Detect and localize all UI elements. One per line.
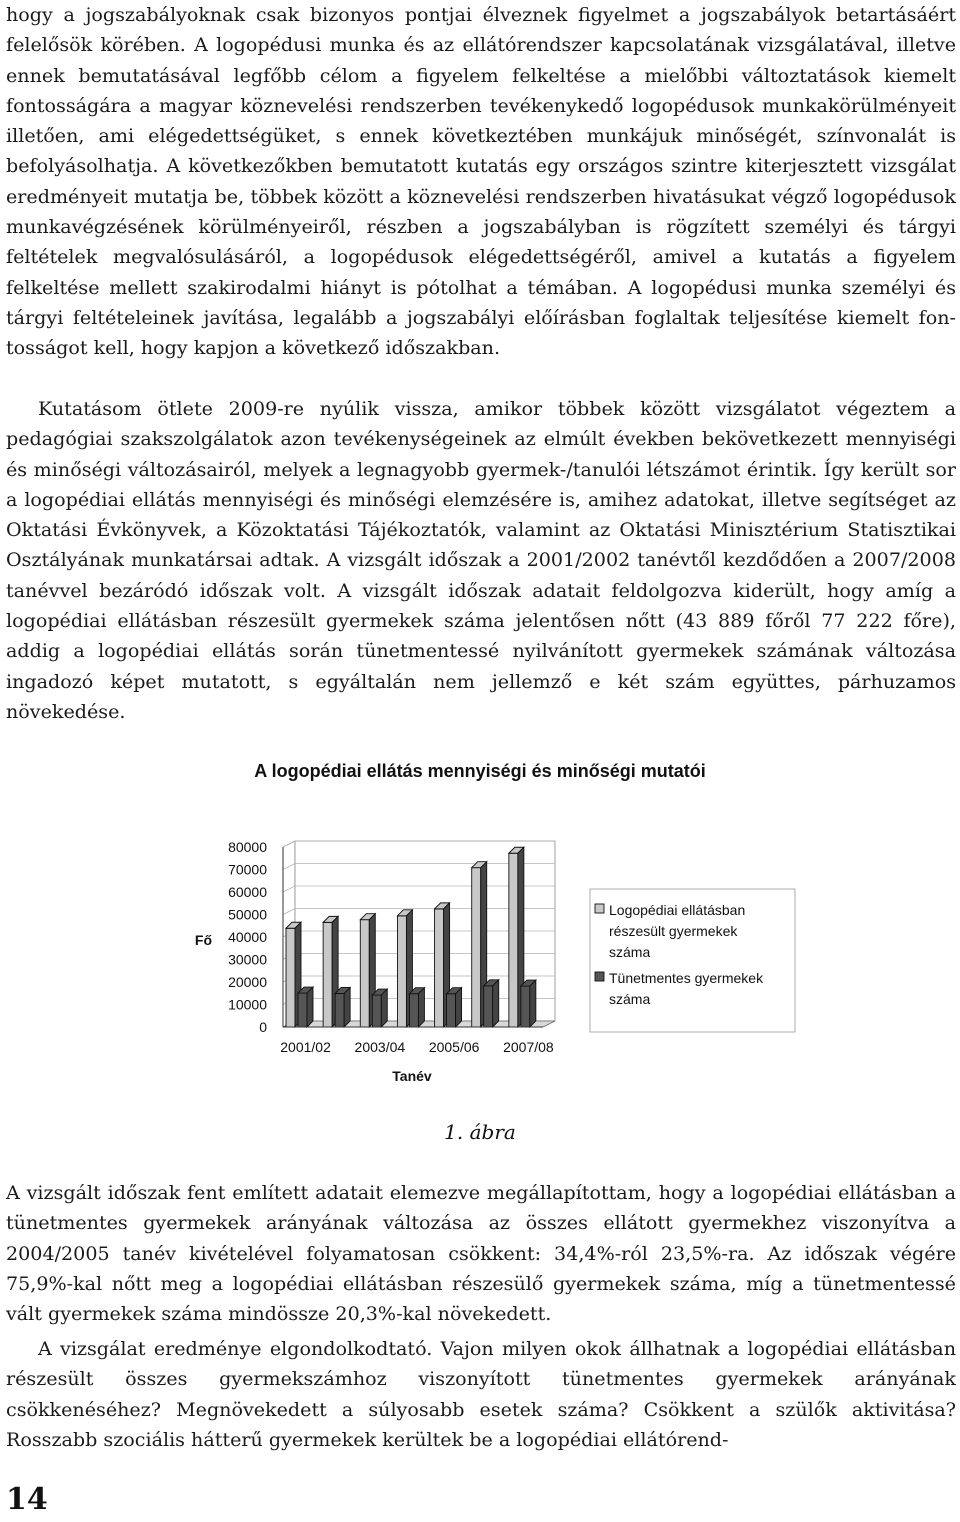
bar-ellatott xyxy=(323,922,332,1027)
figure-1 xyxy=(0,752,960,1152)
bar-ellatott xyxy=(509,853,518,1027)
bar-chart xyxy=(0,752,960,1102)
legend-swatch xyxy=(595,904,604,913)
legend-swatch xyxy=(595,972,604,981)
y-tick-label: 50000 xyxy=(228,906,267,923)
bar-ellatott xyxy=(286,928,295,1027)
page-number: 14 xyxy=(6,1482,48,1517)
bar-tunetmentes-side xyxy=(418,988,424,1027)
y-tick-label: 10000 xyxy=(228,996,267,1013)
x-tick-label: 2005/06 xyxy=(428,1039,480,1055)
x-axis-title: Tanév xyxy=(392,1068,432,1084)
bar-ellatott xyxy=(360,920,369,1027)
bar-tunetmentes xyxy=(335,993,344,1027)
bar-tunetmentes xyxy=(447,994,456,1027)
bar-tunetmentes xyxy=(484,986,493,1027)
y-tick-label: 30000 xyxy=(228,951,267,968)
y-tick-label: 20000 xyxy=(228,974,267,990)
body-paragraph-2: Kutatásom ötlete 2009-re nyúlik vissza, amikor többek között vizsgálatot végeztem a pedagógiai szakszolgálatok azon tevékenységeinek az elmúlt években bekövetkezett mennyiségi és minőségi változásairól, melyek a legnagyobb gyermek-/tanulói létszámot érintik. Így került sor a logopédiai ellátás mennyiségi és minőségi elemzésére is, amihez adatokat, illetve segítséget az Oktatási Évkönyvek, a Közoktatási Tájékoztatók, valamint az Oktatási Minisztérium Statisztikai Osztályának munkatársai adtak. A vizsgált időszak a 2001/2002 tanévtől kezdődően a 2007/2008 tanévvel bezáródó időszak volt. A vizsgált időszak adatait feldolgozva kiderült, hogy amíg a logopédiai ellátásban részesült gyermekek száma jelentősen nőtt (43 889 főről 77 222 főre), addig a logopédiai ellátás során tünetmentessé nyilvánított gyermekek számának változása ingadozó képet mutatott, s egyáltalán nem jellemző e két szám együttes, párhuzamos növekedése. xyxy=(6,397,956,723)
bar-tunetmentes-side xyxy=(530,980,536,1027)
body-paragraph-4: A vizsgálat eredménye elgondolkodtató. Vajon milyen okok állhatnak a logopédiai ellátásban részesült összes gyermekszámhoz viszonyított tünetmentes gyermekek arányának csökkenéséhez? Megnövekedett a súlyosabb esetek száma? Csökkent a szülők aktivitása? Rosszabb szociális hátterű gyermekek kerültek be a logopédiai ellátórend- xyxy=(6,1337,956,1451)
y-tick-label: 80000 xyxy=(228,839,267,855)
bar-ellatott xyxy=(472,868,481,1027)
y-axis-title: Fő xyxy=(194,932,212,948)
x-tick-label: 2001/02 xyxy=(280,1039,331,1055)
bar-tunetmentes xyxy=(372,995,381,1027)
chart-title: A logopédiai ellátás mennyiségi és minőségi mutatói xyxy=(254,761,706,781)
bar-tunetmentes-side xyxy=(456,988,462,1027)
legend-label: Tünetmentes gyermekek száma xyxy=(609,970,764,1007)
legend-label: Logopédiai ellátásban részesült gyermekek száma xyxy=(609,902,746,960)
x-tick-label: 2007/08 xyxy=(503,1039,554,1055)
x-tick-label: 2003/04 xyxy=(354,1039,406,1055)
bar-tunetmentes-side xyxy=(307,987,313,1027)
bar-tunetmentes xyxy=(298,993,307,1027)
y-tick-label: 70000 xyxy=(228,861,267,878)
bar-tunetmentes-side xyxy=(344,987,350,1027)
y-tick-label: 60000 xyxy=(228,884,267,900)
bar-ellatott xyxy=(435,909,444,1027)
body-paragraph-3: A vizsgált időszak fent említett adatait elemezve megállapítottam, hogy a logopédiai ellátásban a tünetmentes gyermekek arányának változása az összes ellátott gyermekhez viszonyítva a 2004/2005 tanév kivételével folyamatosan csökkent: 34,4%-ról 23,5%-ra. Az időszak végére 75,9%-kal nőtt meg a logopédiai ellátásban részesülő gyermekek száma, míg a tünetmentessé vált gyermekek száma mindössze 20,3%-kal növekedett. xyxy=(6,1181,956,1326)
bar-tunetmentes-side xyxy=(493,980,499,1027)
bar-tunetmentes xyxy=(521,986,530,1027)
figure-caption: 1. ábra xyxy=(444,1120,516,1144)
body-paragraph-1: hogy a jogszabályoknak csak bizonyos pontjai élveznek figyelmet a jogszabályok betartásáért felelősök körében. A logopédusi munka és az ellátórendszer kapcsolatának vizsgálatával, illetve ennek bemutatásával legfőbb célom a figyelem felkeltése a mielőbbi változtatások kiemelt fontosságára a magyar köznevelési rendszerben tevékenykedő logopédusok munkakörülményeit illetően, ami elégedettségüket, s ennek következtében munkájuk minőségét, színvonalát is befolyásolhatja. A következőkben bemutatott kutatás egy országos szintre kiterjesztett vizsgálat eredményeit mutatja be, többek között a köznevelési rendszerben hivatásukat végző logopédusok munkavégzésének körülményeiről, részben a jogszabályban is rögzített személyi és tárgyi feltételek megvalósulásáról, a logopédusok elégedettségéről, amivel a kutatás a figyelem felkeltése mellett szakirodalmi hiányt is pótolhat a témában. A logopédusi munka személyi és tárgyi feltételeinek javítása, legalább a jogszabályi előírásban foglaltak teljesítése kiemelt fontosságot kell, hogy kapjon a következő időszakban. xyxy=(6,3,956,360)
bar-tunetmentes xyxy=(409,994,418,1027)
y-tick-label: 40000 xyxy=(228,929,267,945)
bar-ellatott xyxy=(397,916,406,1027)
y-tick-label: 0 xyxy=(259,1019,267,1035)
bar-tunetmentes-side xyxy=(381,989,387,1027)
